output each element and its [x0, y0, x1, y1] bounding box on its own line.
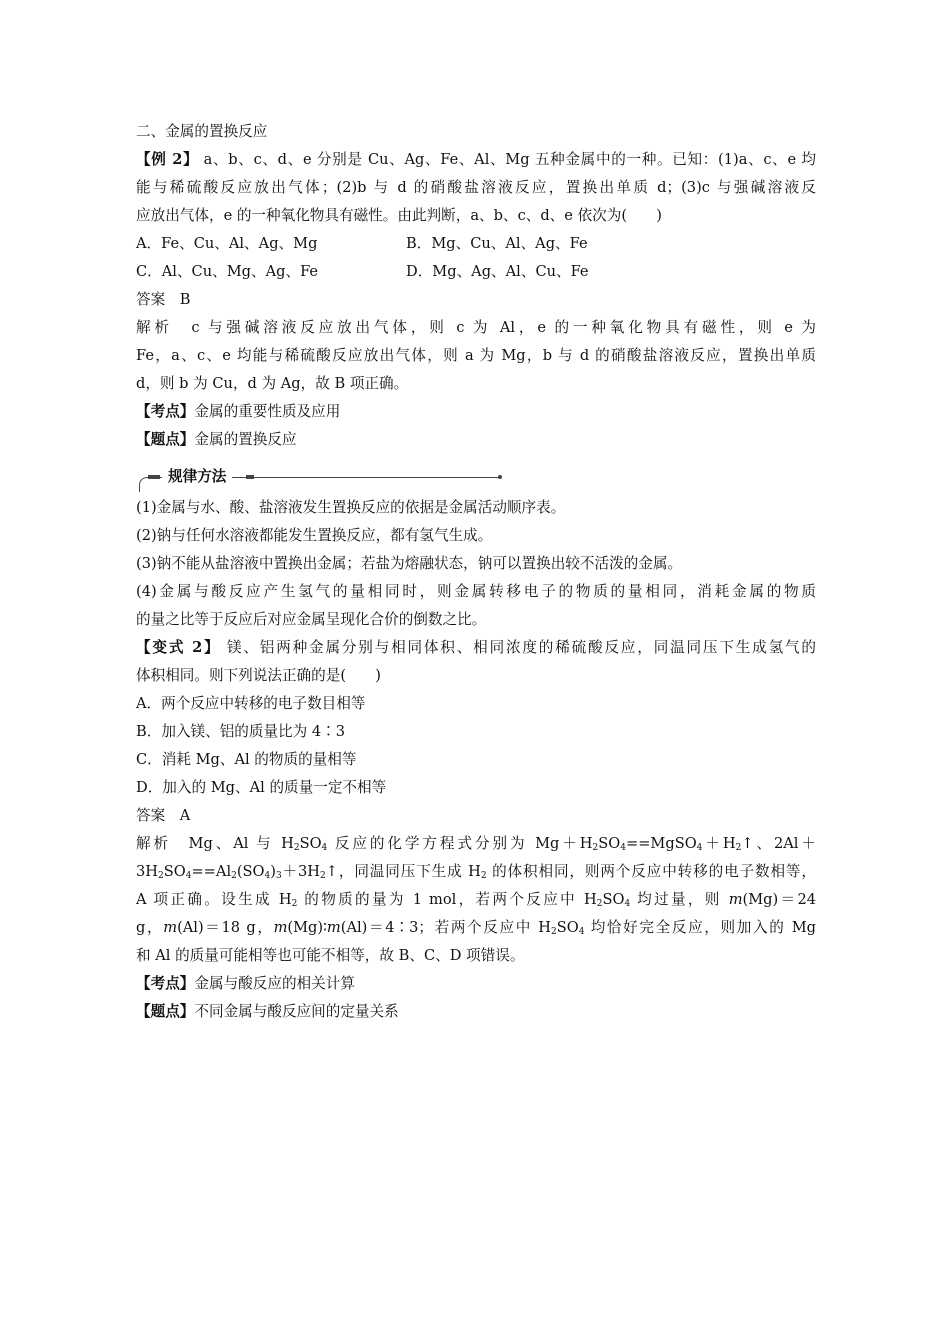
example-2-answer: 答案 B	[136, 291, 191, 308]
method-box-label: 规律方法	[162, 467, 232, 487]
example-2-question-line-3: 应放出气体，e 的一种氧化物具有磁性。由此判断，a、b、c、d、e 依次为( )	[136, 207, 662, 224]
example-2-explanation-line-3: d，则 b 为 Cu，d 为 Ag，故 B 项正确。	[136, 375, 409, 392]
method-box-endcap	[498, 475, 502, 479]
variant-2-explanation-line-2: $3H_2SO_4==Al_2(SO_4)_3+3H_2↑$，同温同压下生成 $H_2$ 的体积相同，则两个反应中转移的电子数相等，	[136, 863, 816, 881]
example-2-explanation-line-1: 解析 c 与强碱溶液反应放出气体，则 c 为 Al，e 的一种氧化物具有磁性，则 e 为	[136, 319, 816, 336]
variant-2-option-a: A．两个反应中转移的电子数目相等	[136, 695, 366, 712]
method-point-3: (3)钠不能从盐溶液中置换出金属；若盐为熔融状态，钠可以置换出较不活泼的金属。	[136, 555, 683, 572]
example-2-option-a: A．Fe、Cu、Al、Ag、Mg	[136, 235, 318, 252]
method-box-header	[136, 466, 500, 496]
variant-2-kaodian: 【考点】金属与酸反应的相关计算	[136, 975, 355, 992]
variant-2-question-line-2: 体积相同。则下列说法正确的是( )	[136, 667, 381, 684]
method-point-2: (2)钠与任何水溶液都能发生置换反应，都有氢气生成。	[136, 527, 493, 544]
variant-2-tag: 【变式 2】	[136, 639, 221, 656]
method-box-corner	[139, 477, 148, 492]
example-2-kaodian: 【考点】金属的重要性质及应用	[136, 403, 341, 420]
variant-2-option-c: C．消耗 Mg、Al 的物质的量相等	[136, 751, 357, 768]
example-2-option-d: D．Mg、Ag、Al、Cu、Fe	[406, 263, 589, 280]
example-2-options-row-2	[136, 262, 816, 282]
example-2-tidian: 【题点】金属的置换反应	[136, 431, 297, 448]
example-2-question-line-2: 能与稀硫酸反应放出气体；(2)b 与 d 的硝酸盐溶液反应，置换出单质 d；(3)c 与强碱溶液反	[136, 179, 816, 196]
example-2-option-c: C．Al、Cu、Mg、Ag、Fe	[136, 263, 319, 280]
variant-2-answer: 答案 A	[136, 807, 191, 824]
method-point-4-line-2: 的量之比等于反应后对应金属呈现化合价的倒数之比。	[136, 611, 487, 628]
variant-2-option-b: B．加入镁、铝的质量比为 4∶3	[136, 723, 346, 740]
variant-2-tidian: 【题点】不同金属与酸反应间的定量关系	[136, 1003, 399, 1020]
method-box-marker-left	[148, 475, 160, 479]
example-2-options-row-1	[136, 234, 816, 254]
variant-2-explanation-line-1: 解析 Mg、Al 与 $H_2SO_4$ 反应的化学方程式分别为 $Mg+H_2SO_4==MgSO_4+H_2↑$、2Al＋	[136, 835, 816, 853]
variant-2-question-line-1: 【变式 2】 镁、铝两种金属分别与相同体积、相同浓度的稀硫酸反应，同温同压下生成氢气的	[136, 639, 816, 656]
section-title: 二、金属的置换反应	[136, 123, 268, 140]
variant-2-option-d: D．加入的 Mg、Al 的质量一定不相等	[136, 779, 387, 796]
variant-2-explanation-line-3: A 项正确。设生成 $H_2$ 的物质的量为 1 mol，若两个反应中 $H_2SO_4$ 均过量，则 m(Mg)＝24	[136, 891, 817, 909]
method-point-1: (1)金属与水、酸、盐溶液发生置换反应的依据是金属活动顺序表。	[136, 499, 566, 516]
example-2-explanation-line-2: Fe，a、c、e 均能与稀硫酸反应放出气体，则 a 为 Mg，b 与 d 的硝酸盐溶液反应，置换出单质	[136, 347, 816, 364]
example-2-tag: 【例 2】	[136, 151, 199, 168]
method-point-4-line-1: (4)金属与酸反应产生氢气的量相同时，则金属转移电子的物质的量相同，消耗金属的物质	[136, 583, 816, 600]
variant-2-explanation-line-5: 和 Al 的质量可能相等也可能不相等，故 B、C、D 项错误。	[136, 947, 525, 964]
example-2-question-line-1: 【例 2】 a、b、c、d、e 分别是 Cu、Ag、Fe、Al、Mg 五种金属中的一种。已知：(1)a、c、e 均	[136, 151, 816, 168]
example-2-option-b: B．Mg、Cu、Al、Ag、Fe	[406, 235, 588, 252]
method-box-marker-right	[246, 475, 254, 479]
variant-2-explanation-line-4: g，m(Al)＝18 g，m(Mg)∶m(Al)＝4∶3；若两个反应中 $H_2SO_4$ 均恰好完全反应，则加入的 Mg	[136, 919, 817, 937]
